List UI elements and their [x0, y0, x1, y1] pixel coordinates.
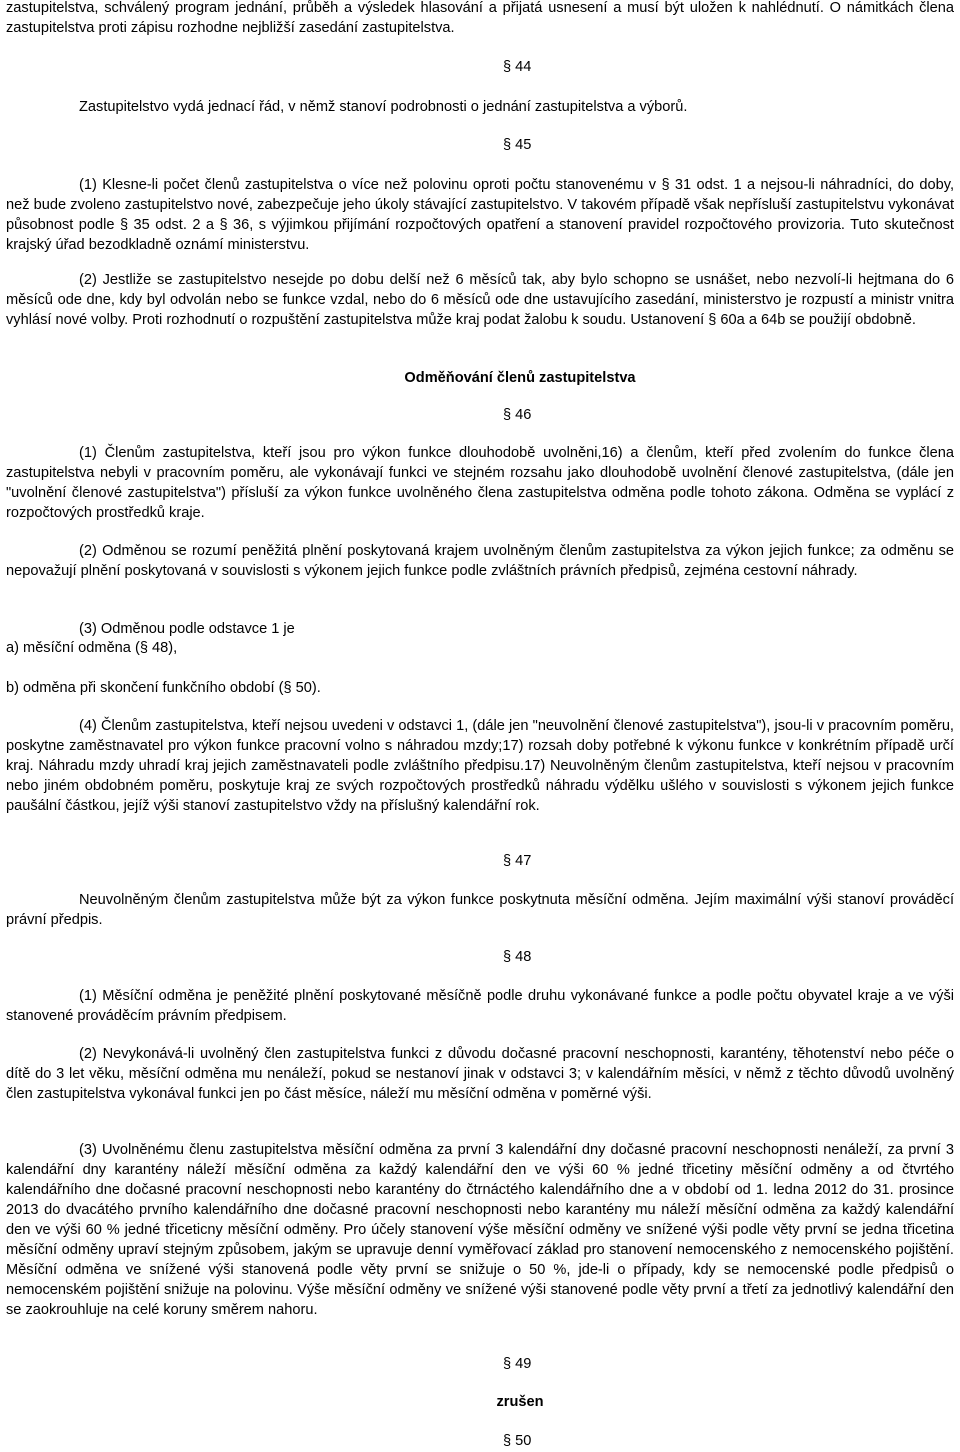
paragraph: (4) Členům zastupitelstva, kteří nejsou uvedeni v odstavci 1, (dále jen "neuvolnění členové zastupitelstva"), jsou-li v pracovním poměru, poskytne zaměstnavatel pro výkon funkce pracovní volno s náhradou mzdy;17) rozsah doby potřebné k výkonu funkce v konkrétním případě určí kraj. Náhradu mzdy uhradí kraj jejich zaměstnavateli podle zvláštního předpisu.17) Neuvolněným členům zastupitelstva, kteří nejsou v pracovním nebo jiném obdobném poměru, poskytuje kraj ze svých rozpočtových prostředků náhradu výdělku ušlého v souvislosti s výkonem jejich funkce paušální částkou, jejíž výši stanoví zastupitelstvo vždy na příslušný kalendářní rok. [6, 718, 954, 814]
section-number: § 50 [503, 1433, 532, 1449]
paragraph: (1) Klesne-li počet členů zastupitelstva o více než polovinu oproti počtu stanovenému v § 31 odst. 1 a nejsou-li náhradníci, do doby, než bude zvoleno zastupitelstvo nové, zabezpečuje jeho úkoly stávající zastupitelstvo. V takovém případě však nepřísluší zastupitelstvu vykonávat působnost podle § 35 odst. 2 a § 36, s výjimkou přijímání rozpočtových opatření a stanovení pravidel rozpočtového provizoria. Tuto skutečnost krajský úřad bezodkladně oznámí ministerstvu. [6, 177, 954, 253]
paragraph: (1) Členům zastupitelstva, kteří jsou pro výkon funkce dlouhodobě uvolněni,16) a členům, kteří před zvolením do funkce člena zastupitelstva nebyli v pracovním poměru, ale vykonávají funkci ve stejném rozsahu jako dlouhodobě uvolnění členové zastupitelstva, (dále jen "uvolnění členové zastupitelstva") přísluší za výkon funkce uvolněného člena zastupitelstva odměna podle tohoto zákona. Odměna se vyplácí z rozpočtových prostředků kraje. [6, 445, 954, 521]
paragraph: (2) Odměnou se rozumí peněžitá plnění poskytovaná krajem uvolněným členům zastupitelstva za výkon jejich funkce; za odměnu se nepovažují plnění poskytovaná v souvislosti s výkonem jejich funkce podle zvláštních právních předpisů, zejména cestovní náhrady. [6, 543, 954, 579]
paragraph: Neuvolněným členům zastupitelstva může být za výkon funkce poskytnuta měsíční odměna. Jejím maximální výši stanoví prováděcí právní předpis. [6, 892, 954, 928]
paragraph: Zastupitelstvo vydá jednací řád, v němž stanoví podrobnosti o jednání zastupitelstva a výborů. [79, 99, 688, 115]
paragraph: (1) Měsíční odměna je peněžité plnění poskytované měsíčně podle druhu vykonávané funkce a podle počtu obyvatel kraje a ve výši stanovené prováděcím právním předpisem. [6, 988, 954, 1024]
paragraph: (3) Odměnou podle odstavce 1 je [79, 621, 295, 637]
paragraph: b) odměna při skončení funkčního období (§ 50). [6, 680, 321, 696]
paragraph: zastupitelstva, schválený program jednání, průběh a výsledek hlasování a přijatá usnesení a musí být uložen k nahlédnutí. O námitkách člena zastupitelstva proti zápisu rozhodne nejbližší zasedání zastupitelstva. [6, 0, 954, 36]
paragraph: (2) Nevykonává-li uvolněný člen zastupitelstva funkci z důvodu dočasné pracovní neschopnosti, karantény, těhotenství nebo péče o dítě do 3 let věku, měsíční odměna mu nenáleží, pokud se nestanoví jinak v odstavci 3; v kalendářním měsíci, v němž z těchto důvodů uvolněný člen zastupitelstva vykonával funkci jen po část měsíce, náleží mu měsíční odměna v poměrné výši. [6, 1046, 954, 1102]
paragraph: (3) Uvolněnému členu zastupitelstva měsíční odměna za první 3 kalendářní dny dočasné pracovní neschopnosti nenáleží, za první 3 kalendářní dny karantény náleží měsíční odměna za každý kalendářní den ve výši 60 % jedné třicetiny měsíční odměny a od čtvrtého kalendářního dne dočasné pracovní neschopnosti nebo karantény do čtrnáctého kalendářního dne a v období od 1. ledna 2012 do 31. prosince 2013 do dvacátého prvního kalendářního dne dočasné pracovní neschopnosti nebo karantény mu náleží měsíční odměna za každý kalendářní den ve výši 60 % jedné třiceticny měsíční odměny. Pro účely stanovení výše měsíční odměny ve snížené výši podle věty první se jedna třicetina měsíční odměny upraví stejným způsobem, jakým se upravuje denní vyměřovací základ pro stanovení nemocenského z nemocenského pojištění. Měsíční odměna ve snížené výši stanovená podle věty první se snižuje o 50 %, jde-li o případy, kdy se nemocenské podle předpisů o nemocenském pojištění snižuje na polovinu. Výše měsíční odměny ve snížené výši stanovené podle věty první a třetí za jednotlivý kalendářní den se zaokrouhluje na celé koruny směrem nahoru. [6, 1142, 954, 1318]
section-number: § 44 [503, 59, 532, 75]
paragraph: a) měsíční odměna (§ 48), [6, 640, 178, 656]
section-number: § 45 [503, 137, 532, 153]
section-heading: Odměňování členů zastupitelstva [404, 370, 636, 386]
section-number: § 49 [503, 1356, 532, 1372]
repealed-note: zrušen [496, 1394, 544, 1410]
section-number: § 47 [503, 853, 532, 869]
paragraph: (2) Jestliže se zastupitelstvo nesejde po dobu delší než 6 měsíců tak, aby bylo schopno se usnášet, nebo nezvolí-li hejtmana do 6 měsíců ode dne, kdy byl odvolán nebo se funkce vzdal, nebo do 6 měsíců ode dne ustavujícího zasedání, ministerstvo je rozpustí a ministr vnitra vyhlásí nové volby. Proti rozhodnutí o rozpuštění zastupitelstva může kraj podat žalobu k soudu. Ustanovení § 60a a 64b se použijí obdobně. [6, 272, 954, 328]
section-number: § 46 [503, 407, 532, 423]
section-number: § 48 [503, 949, 532, 965]
